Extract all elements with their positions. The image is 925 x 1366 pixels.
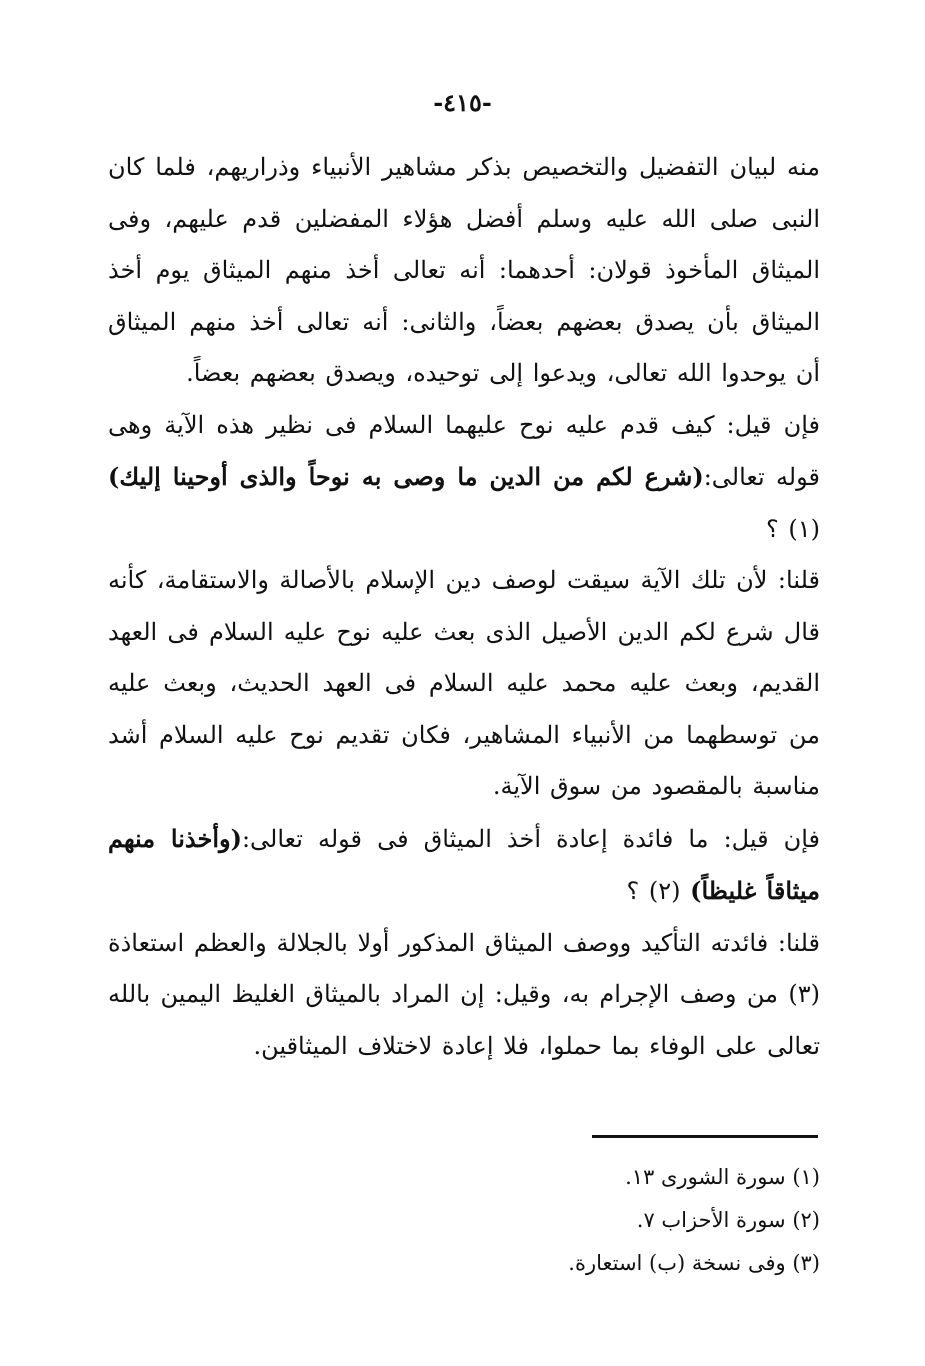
quran-quote: (وأخذنا منهم ميثاقاً غليظاً) [108,823,820,905]
main-text [108,142,820,1072]
quran-quote: (شرع لكم من الدين ما وصى به نوحاً والذى أوحينا إليك) [108,462,704,491]
paragraph [108,813,820,918]
question-lead: فإن قيل: كيف قدم عليه نوح عليهما السلام فى نظير هذه الآية وهى قوله تعالى: [108,410,820,491]
question-lead: فإن قيل: ما فائدة إعادة أخذ الميثاق فى قوله تعالى: [241,824,820,853]
footnote: (٢) سورة الأحزاب ٧. [636,1208,820,1232]
footnote: (١) سورة الشورى ١٣. [625,1165,820,1189]
footnotes [420,1156,820,1285]
footnote-ref: (٢) ؟ [626,877,691,905]
footnote-divider [592,1135,818,1138]
paragraph: منه لبيان التفضيل والتخصيص بذكر مشاهير الأنبياء وذراريهم، فلما كان النبى صلى الله عليه وسلم أفضل هؤلاء المفضلين قدم عليهم، وفى الميثاق المأخوذ قولان: أحدهما: أنه تعالى أخذ منهم الميثاق يوم أخذ الميثاق بأن يصدق بعضهم بعضاً، والثانى: أنه تعالى أخذ منهم الميثاق أن يوحدوا الله تعالى، ويدعوا إلى توحيده، ويصدق بعضهم بعضاً. [108,153,820,387]
paragraph: قلنا: لأن تلك الآية سيقت لوصف دين الإسلام بالأصالة والاستقامة، كأنه قال شرع لكم الدين الأصيل الذى بعث عليه نوح عليه السلام فى العهد القديم، وبعث عليه محمد عليه السلام فى العهد الحديث، وبعث عليه من توسطهما من الأنبياء المشاهير، فكان تقديم نوح عليه السلام أشد مناسبة بالمقصود من سوق الآية. [108,566,820,800]
footnote-ref: (١) ؟ [766,514,820,543]
paragraph [108,400,820,556]
paragraph: قلنا: فائدته التأكيد ووصف الميثاق المذكور أولا بالجلالة والعظم استعاذة (٣) من وصف الإجرام به، وقيل: إن المراد بالميثاق الغليظ اليمين بالله تعالى على الوفاء بما حملوا، فلا إعادة لاختلاف الميثاقين. [108,928,820,1060]
footnote: (٣) وفى نسخة (ب) استعارة. [568,1251,820,1275]
page-number: -٤١٥- [433,88,492,117]
